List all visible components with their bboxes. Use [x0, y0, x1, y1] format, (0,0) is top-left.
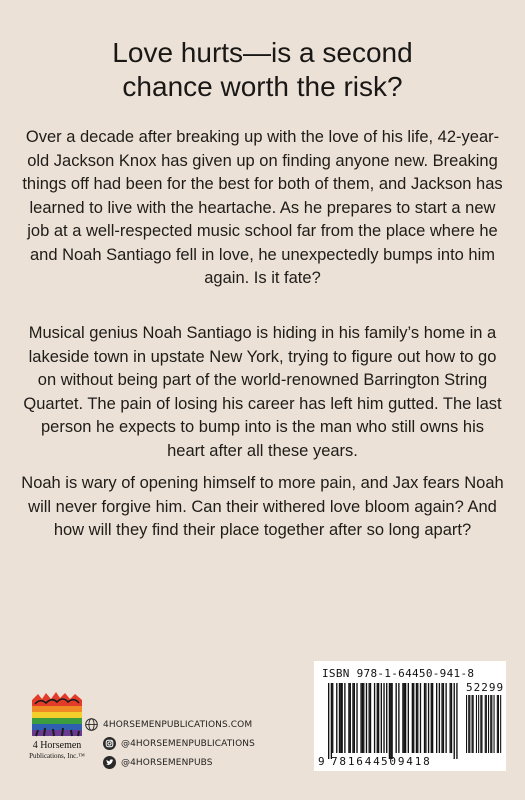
blurb-paragraph-2: Musical genius Noah Santiago is hiding in his family’s home in a lakeside town in upstate New York, trying to figure out how to go on without being part of the world-renowned Barrington String Quartet. The pain of losing his career has left him gutted. The last person he expects to bump into is the man who still owns his heart after all these years.: [23, 324, 502, 460]
blurb-paragraph-1: Over a decade after breaking up with the love of his life, 42-year-old Jackson Knox has given up on finding anyone new. Breaking things off had been for the best for both of them, and Jackson has learned to live with the heartache. As he prepares to start a new job at a well-respected music school far from the place where he and Noah Santiago fell in love, he unexpectedly bumps into him again. Is it fate?: [22, 128, 503, 287]
barcode-bar: [481, 695, 482, 753]
barcode-bar: [390, 683, 391, 759]
barcode-bar: [486, 695, 487, 753]
twitter-icon: [103, 756, 116, 769]
barcode-bar: [473, 695, 474, 753]
barcode-bar: [377, 683, 378, 753]
barcode-bar: [450, 683, 451, 753]
barcode-bar: [340, 683, 341, 753]
barcode-bar: [436, 683, 437, 753]
barcode-bar: [405, 683, 406, 753]
barcode-bar: [331, 683, 332, 759]
isbn-barcode: [314, 661, 506, 771]
barcode-bar: [378, 683, 379, 753]
logo-name: 4 Horsemen: [32, 740, 82, 751]
barcode-bar: [404, 683, 405, 753]
barcode-bar: [441, 683, 442, 753]
barcode-bar: [389, 683, 390, 759]
barcode-addon-digits: 52299: [466, 681, 505, 694]
barcode-right-digits: 509418: [381, 755, 432, 768]
headline-line-2: chance worth the risk?: [122, 71, 403, 102]
barcode-bar: [485, 695, 486, 753]
barcode-bar: [354, 683, 355, 753]
logo-subtitle: Publications, Inc.™: [29, 752, 85, 760]
barcode-bar: [494, 695, 495, 753]
headline-line-1: Love hurts—is a second: [112, 37, 413, 68]
barcode-bar: [412, 683, 413, 753]
barcode-bar: [366, 683, 367, 753]
twitter-handle[interactable]: @4HORSEMENPUBS: [121, 757, 213, 768]
barcode-bar: [342, 683, 343, 753]
barcode-bar: [336, 683, 337, 753]
barcode-bar: [363, 683, 364, 753]
barcode-bar: [431, 683, 432, 753]
barcode-first-digit: 9: [318, 755, 325, 768]
barcode-bar: [344, 683, 345, 753]
website-label[interactable]: 4HORSEMENPUBLICATIONS.COM: [103, 719, 253, 730]
barcode-bar: [454, 683, 455, 759]
barcode-bar: [420, 683, 421, 753]
barcode-bar: [416, 683, 417, 753]
barcode-bar: [488, 695, 489, 753]
barcode-bar: [339, 683, 340, 753]
twitter-row[interactable]: [103, 753, 255, 772]
barcode-bar: [332, 683, 333, 753]
barcode-left-digits: 781644: [331, 755, 382, 768]
barcode-bar: [491, 695, 492, 753]
barcode-bar: [369, 683, 370, 753]
barcode-bar: [497, 695, 498, 753]
barcode-bar: [476, 695, 477, 753]
barcode-bar: [439, 683, 440, 753]
back-cover-headline: [0, 36, 525, 104]
barcode-bar: [328, 683, 329, 759]
isbn-label: ISBN 978-1-64450-941-8: [322, 667, 475, 680]
barcode-bar: [468, 695, 469, 753]
instagram-handle[interactable]: @4HORSEMENPUBLICATIONS: [121, 738, 255, 749]
barcode-bar: [383, 683, 384, 753]
barcode-bar: [498, 695, 499, 753]
barcode-bar: [370, 683, 371, 753]
barcode-bar: [374, 683, 375, 753]
barcode-bar: [356, 683, 357, 753]
barcode-bar: [424, 683, 425, 753]
horsemen-rainbow-icon: [26, 690, 88, 740]
barcode-bar: [445, 683, 446, 753]
barcode-bar: [360, 683, 361, 753]
barcode-bar: [466, 695, 467, 753]
barcode-bar: [425, 683, 426, 753]
barcode-bar: [408, 683, 409, 753]
barcode-bar: [428, 683, 429, 753]
barcode-bar: [396, 683, 397, 753]
publisher-logo: [26, 690, 88, 772]
barcode-bar: [391, 683, 392, 759]
barcode-bar: [478, 695, 479, 753]
blurb-paragraph-3: Noah is wary of opening himself to more pain, and Jax fears Noah will never forgive him. Can their withered love bloom again? And how will they find their place together after so long apart?: [21, 474, 504, 539]
barcode-bar: [386, 683, 387, 753]
instagram-icon: [103, 737, 116, 750]
barcode-bar: [451, 683, 452, 753]
barcode-bar: [456, 683, 457, 759]
barcode-bar: [413, 683, 414, 753]
barcode-bar: [350, 683, 351, 753]
barcode-bar: [480, 695, 481, 753]
barcode-bar: [398, 683, 399, 753]
instagram-row[interactable]: [103, 734, 255, 753]
barcode-bar: [443, 683, 444, 753]
barcode-bar: [490, 695, 491, 753]
barcode-bar: [402, 683, 403, 753]
barcode-bar: [417, 683, 418, 753]
barcode-bar: [472, 695, 473, 753]
barcode-bar: [432, 683, 433, 753]
globe-icon: [85, 718, 98, 731]
barcode-bar: [469, 695, 470, 753]
barcode-bar: [348, 683, 349, 753]
barcode-bar: [500, 695, 501, 753]
publisher-contacts: [103, 715, 255, 772]
barcode-bar: [362, 683, 363, 753]
barcode-bar: [381, 683, 382, 753]
barcode-bar: [352, 683, 353, 753]
website-row[interactable]: [103, 715, 255, 734]
